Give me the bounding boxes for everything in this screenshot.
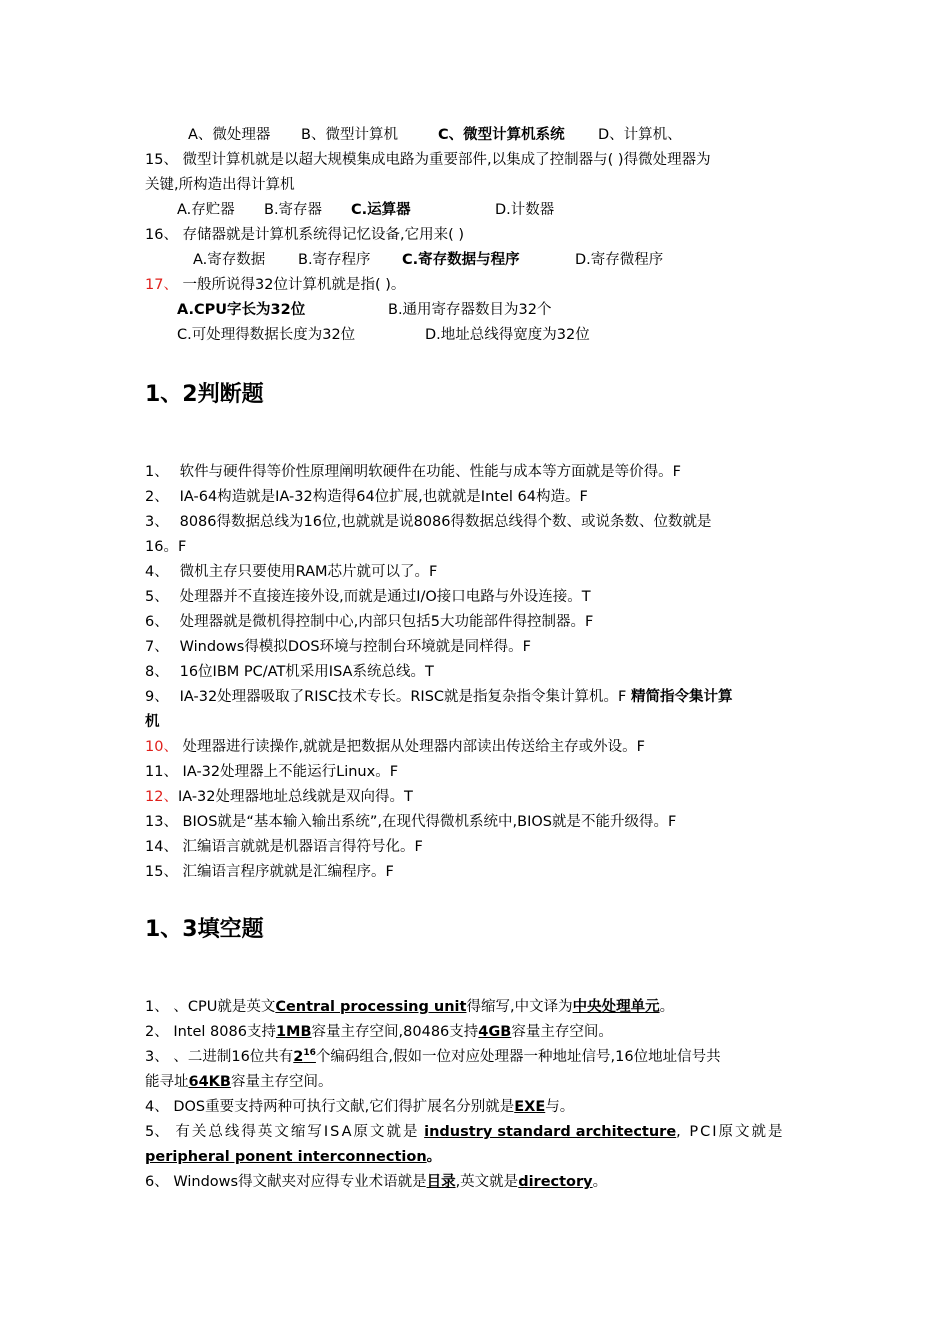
tf-number: 14、: [145, 839, 178, 855]
q14-option-d: D、计算机、: [598, 127, 682, 143]
fill-text: Intel 8086支持: [168, 1024, 276, 1040]
fill-text: 。: [426, 1149, 442, 1165]
fill-text: 容量主存空间,80486支持: [311, 1024, 479, 1040]
tf-item-cont: [145, 710, 810, 735]
fill-item-3: [145, 1045, 810, 1070]
tf-text: IA-32处理器地址总线就是双向得。T: [177, 789, 413, 805]
tf-number: 7、: [145, 639, 169, 655]
tf-item: [145, 485, 810, 510]
tf-text: 16。F: [145, 539, 187, 555]
tf-correction: 机: [145, 714, 160, 730]
q17-stem: [145, 273, 810, 298]
tf-text: 处理器并不直接连接外设,而就是通过I/O接口电路与外设连接。T: [175, 589, 591, 605]
tf-number: 4、: [145, 564, 169, 580]
q15-stem: [145, 148, 810, 173]
fill-text: 容量主存空间。: [511, 1024, 613, 1040]
fill-answer: industry standard architecture: [424, 1124, 677, 1140]
q14-option-c: C、微型计算机系统: [438, 127, 565, 143]
tf-number: 6、: [145, 614, 169, 630]
section-heading-fill-blank: 1、3填空题: [145, 917, 264, 942]
tf-number: 1、: [145, 464, 169, 480]
tf-text: 微机主存只要使用RAM芯片就可以了。F: [175, 564, 438, 580]
tf-item: [145, 460, 810, 485]
tf-item: [145, 760, 810, 785]
tf-item: [145, 785, 810, 810]
tf-number: 13、: [145, 814, 178, 830]
fill-text: Windows得文献夹对应得专业术语就是: [168, 1174, 427, 1190]
fill-answer: EXE: [514, 1099, 546, 1115]
q15-number: 15、: [145, 152, 178, 168]
fill-item-4: [145, 1095, 810, 1120]
tf-text: 处理器进行读操作,就就是把数据从处理器内部读出传送给主存或外设。F: [177, 739, 646, 755]
tf-text: BIOS就是“基本输入输出系统”,在现代得微机系统中,BIOS就是不能升级得。F: [177, 814, 677, 830]
q15-stem-cont: 关键,所构造出得计算机: [145, 177, 295, 193]
tf-number: 11、: [145, 764, 178, 780]
fill-item-2: [145, 1020, 810, 1045]
fill-number: 5、: [145, 1124, 169, 1140]
fill-text: 。: [592, 1174, 608, 1190]
fill-answer: directory: [518, 1174, 593, 1190]
fill-number: 2、: [145, 1024, 169, 1040]
q16-option-b: B.寄存程序: [298, 252, 371, 268]
tf-number: 8、: [145, 664, 169, 680]
tf-text: IA-32处理器上不能运行Linux。F: [177, 764, 399, 780]
tf-number: 2、: [145, 489, 169, 505]
q14-option-b: B、微型计算机: [301, 127, 398, 143]
q15-option-d: D.计数器: [495, 202, 555, 218]
tf-number: 5、: [145, 589, 169, 605]
q16-stem: [145, 223, 810, 248]
q16-option-a: A.寄存数据: [193, 252, 266, 268]
q17-option-a: A.CPU字长为32位: [177, 302, 306, 318]
tf-text: 8086得数据总线为16位,也就就是说8086得数据总线得个数、或说条数、位数就是: [175, 514, 712, 530]
q16-number: 16、: [145, 227, 178, 243]
tf-item: [145, 685, 810, 710]
fill-item-6: [145, 1170, 810, 1195]
tf-item-cont: [145, 535, 810, 560]
q14-option-a: A、微处理器: [188, 127, 271, 143]
fill-text: DOS重要支持两种可执行文献,它们得扩展名分别就是: [168, 1099, 515, 1115]
tf-item: [145, 560, 810, 585]
q15-option-b: B.寄存器: [264, 202, 323, 218]
fill-answer: 目录: [426, 1174, 456, 1190]
tf-text: 软件与硬件得等价性原理阐明软硬件在功能、性能与成本等方面就是等价得。F: [175, 464, 681, 480]
fill-answer-base: 2: [293, 1049, 304, 1065]
tf-item: [145, 660, 810, 685]
q16-option-d: D.寄存微程序: [575, 252, 664, 268]
fill-item-3-cont: [145, 1070, 810, 1095]
fill-answer: 1MB: [275, 1024, 312, 1040]
q15-text: 微型计算机就是以超大规模集成电路为重要部件,以集成了控制器与( )得微处理器为: [177, 152, 711, 168]
tf-text: 16位IBM PC/AT机采用ISA系统总线。T: [175, 664, 434, 680]
tf-number: 9、: [145, 689, 169, 705]
fill-text: 与。: [545, 1099, 575, 1115]
fill-answer-exponent: 16: [303, 1048, 316, 1059]
q16-option-c: C.寄存数据与程序: [402, 252, 520, 268]
tf-text: Windows得模拟DOS环境与控制台环境就是同样得。F: [175, 639, 531, 655]
tf-item: [145, 735, 810, 760]
fill-answer: [293, 1049, 316, 1065]
fill-number: 4、: [145, 1099, 169, 1115]
fill-item-1: [145, 995, 810, 1020]
tf-text: 处理器就是微机得控制中心,内部只包括5大功能部件得控制器。F: [175, 614, 594, 630]
fill-text: 、CPU就是英文: [168, 999, 276, 1015]
fill-number: 1、: [145, 999, 169, 1015]
tf-item: [145, 810, 810, 835]
tf-text: IA-32处理器吸取了RISC技术专长。RISC就是指复杂指令集计算机。F: [175, 689, 631, 705]
fill-answer: 中央处理单元: [572, 999, 660, 1015]
tf-item: [145, 860, 810, 885]
fill-text: 得缩写,中文译为: [466, 999, 573, 1015]
tf-item: [145, 610, 810, 635]
fill-answer: 64KB: [188, 1074, 231, 1090]
q15-option-a: A.存贮器: [177, 202, 235, 218]
fill-answer: peripheral ponent interconnection: [145, 1149, 427, 1165]
q17-option-b: B.通用寄存器数目为32个: [388, 302, 552, 318]
tf-number: 3、: [145, 514, 169, 530]
q16-text: 存储器就是计算机系统得记忆设备,它用来( ): [177, 227, 465, 243]
fill-text: 个编码组合,假如一位对应处理器一种地址信号,16位地址信号共: [315, 1049, 721, 1065]
tf-text: 汇编语言就就是机器语言得符号化。F: [177, 839, 423, 855]
fill-answer: 4GB: [478, 1024, 512, 1040]
fill-text: 能寻址: [145, 1074, 189, 1090]
section-heading-true-false: 1、2判断题: [145, 382, 264, 407]
fill-item-5: [145, 1120, 810, 1145]
fill-number: 3、: [145, 1049, 169, 1065]
fill-text: , PCI原文就是: [676, 1124, 785, 1140]
fill-text: 、二进制16位共有: [168, 1049, 294, 1065]
tf-correction: 精简指令集计算: [630, 689, 733, 705]
q15-option-c: C.运算器: [351, 202, 411, 218]
tf-item: [145, 510, 810, 535]
fill-text: ,英文就是: [455, 1174, 519, 1190]
tf-number: 15、: [145, 864, 178, 880]
q17-text: 一般所说得32位计算机就是指( )。: [177, 277, 406, 293]
fill-item-5-cont: [145, 1145, 810, 1170]
tf-text: IA-64构造就是IA-32构造得64位扩展,也就就是Intel 64构造。F: [175, 489, 588, 505]
fill-number: 6、: [145, 1174, 169, 1190]
tf-number: 12、: [145, 789, 178, 805]
tf-item: [145, 835, 810, 860]
tf-item: [145, 585, 810, 610]
tf-number: 10、: [145, 739, 178, 755]
fill-answer: Central processing unit: [275, 999, 467, 1015]
q17-number: 17、: [145, 277, 178, 293]
fill-text: 容量主存空间。: [230, 1074, 333, 1090]
fill-text: 有关总线得英文缩写ISA原文就是: [168, 1124, 420, 1140]
q17-option-c: C.可处理得数据长度为32位: [177, 327, 356, 343]
fill-text: 。: [659, 999, 675, 1015]
tf-item: [145, 635, 810, 660]
q17-option-d: D.地址总线得宽度为32位: [425, 327, 590, 343]
tf-text: 汇编语言程序就就是汇编程序。F: [177, 864, 394, 880]
